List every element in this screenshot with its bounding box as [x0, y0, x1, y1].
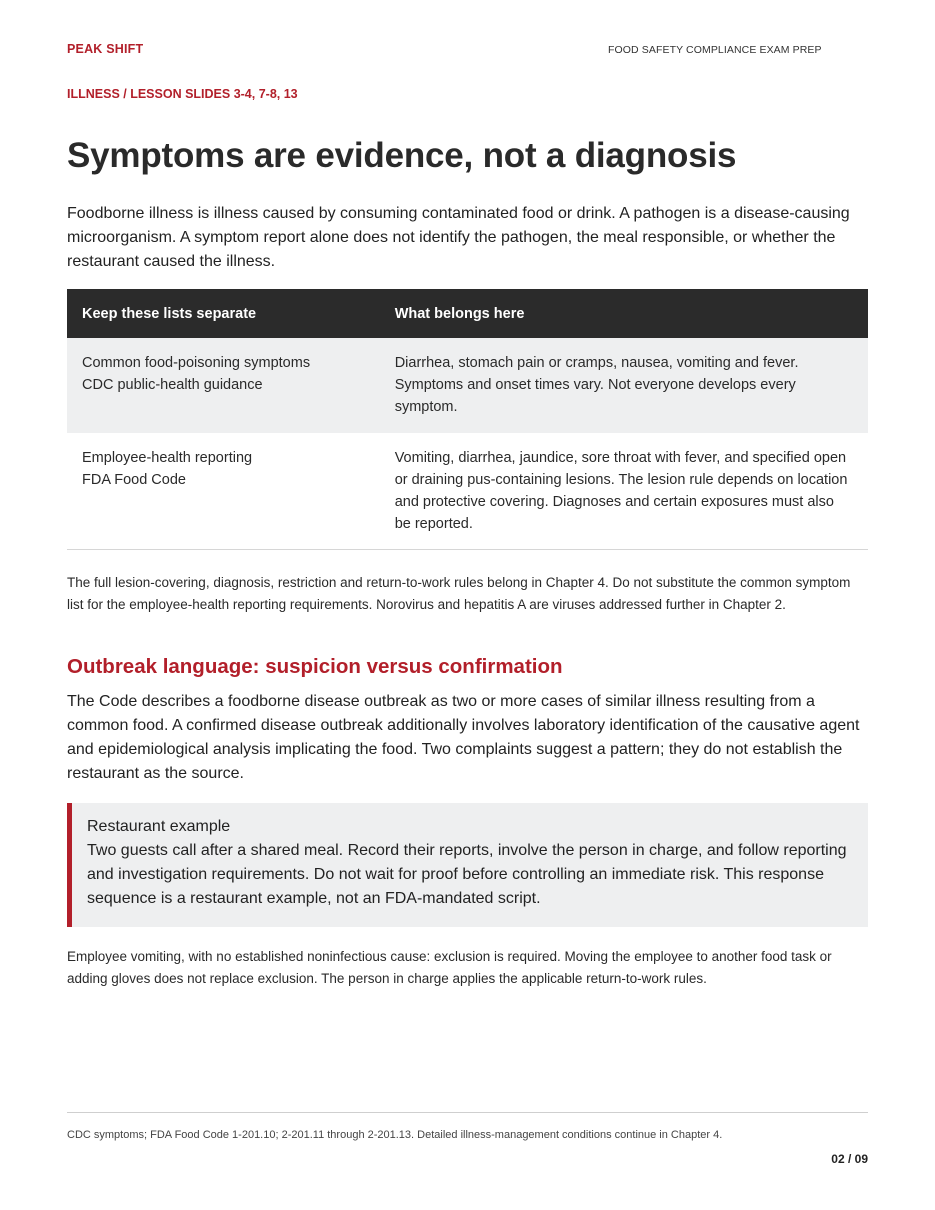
section-paragraph: The Code describes a foodborne disease outbreak as two or more cases of similar illness resulting from a common food. A confirmed disease outbreak additionally involves laboratory identification of the causative agent and epidemiological analysis implicating the food. Two complaints suggest a pattern; they do not establish the restaurant as the source. — [67, 693, 860, 782]
page-header — [67, 42, 868, 62]
row-label-primary: Employee-health reporting — [82, 450, 253, 466]
table-row — [67, 433, 868, 550]
page-title: Symptoms are evidence, not a diagnosis — [67, 136, 737, 175]
callout-title: Restaurant example — [87, 818, 231, 835]
section-heading: Outbreak language: suspicion versus confirmation — [67, 655, 563, 678]
brand-name: PEAK SHIFT — [67, 42, 144, 56]
row-label-source: FDA Food Code — [82, 472, 186, 488]
row-label-source: CDC public-health guidance — [82, 377, 263, 393]
exclusion-note: Employee vomiting, with no established noninfectious cause: exclusion is required. Moving the employee to another food task or adding gloves does not replace exclusion. The person in charge applies the applicable return-to-work rules. — [67, 949, 832, 986]
course-title: FOOD SAFETY COMPLIANCE EXAM PREP — [608, 44, 822, 56]
restaurant-example-callout — [67, 803, 868, 927]
table-row-label — [67, 338, 380, 433]
footer-divider — [67, 1112, 868, 1113]
comparison-table — [67, 289, 868, 550]
page-number: 02 / 09 — [831, 1152, 868, 1166]
document-page — [67, 0, 868, 1210]
row-label-primary: Common food-poisoning symptoms — [82, 355, 311, 371]
callout-body: Two guests call after a shared meal. Record their reports, involve the person in charge, and follow reporting and investigation requirements. Do not wait for proof before controlling an immediate risk. This response sequence is a restaurant example, not an FDA-mandated script. — [87, 842, 847, 907]
intro-paragraph: Foodborne illness is illness caused by consuming contaminated food or drink. A pathogen is a disease-causing microorganism. A symptom report alone does not identify the pathogen, the meal responsible, or whether the restaurant caused the illness. — [67, 205, 850, 270]
table-row-label — [67, 433, 380, 550]
table-header-belongs: What belongs here — [380, 289, 868, 338]
table-header-lists: Keep these lists separate — [67, 289, 380, 338]
lesson-kicker: ILLNESS / LESSON SLIDES 3-4, 7-8, 13 — [67, 87, 298, 101]
table-row-detail: Vomiting, diarrhea, jaundice, sore throat with fever, and specified open or draining pus-containing lesions. The lesion rule depends on location and protective covering. Diagnoses and certain exposures must also be reported. — [380, 433, 868, 550]
chapter-note: The full lesion-covering, diagnosis, restriction and return-to-work rules belong in Chapter 4. Do not substitute the common symptom list for the employee-health reporting requirements. Norovirus and hepatitis A are viruses addressed further in Chapter 2. — [67, 575, 851, 612]
footer-sources: CDC symptoms; FDA Food Code 1-201.10; 2-201.11 through 2-201.13. Detailed illness-management conditions continue in Chapter 4. — [67, 1129, 723, 1141]
table-header-row — [67, 289, 868, 338]
table-row-detail: Diarrhea, stomach pain or cramps, nausea, vomiting and fever. Symptoms and onset times vary. Not everyone develops every symptom. — [380, 338, 868, 433]
table-row — [67, 338, 868, 433]
